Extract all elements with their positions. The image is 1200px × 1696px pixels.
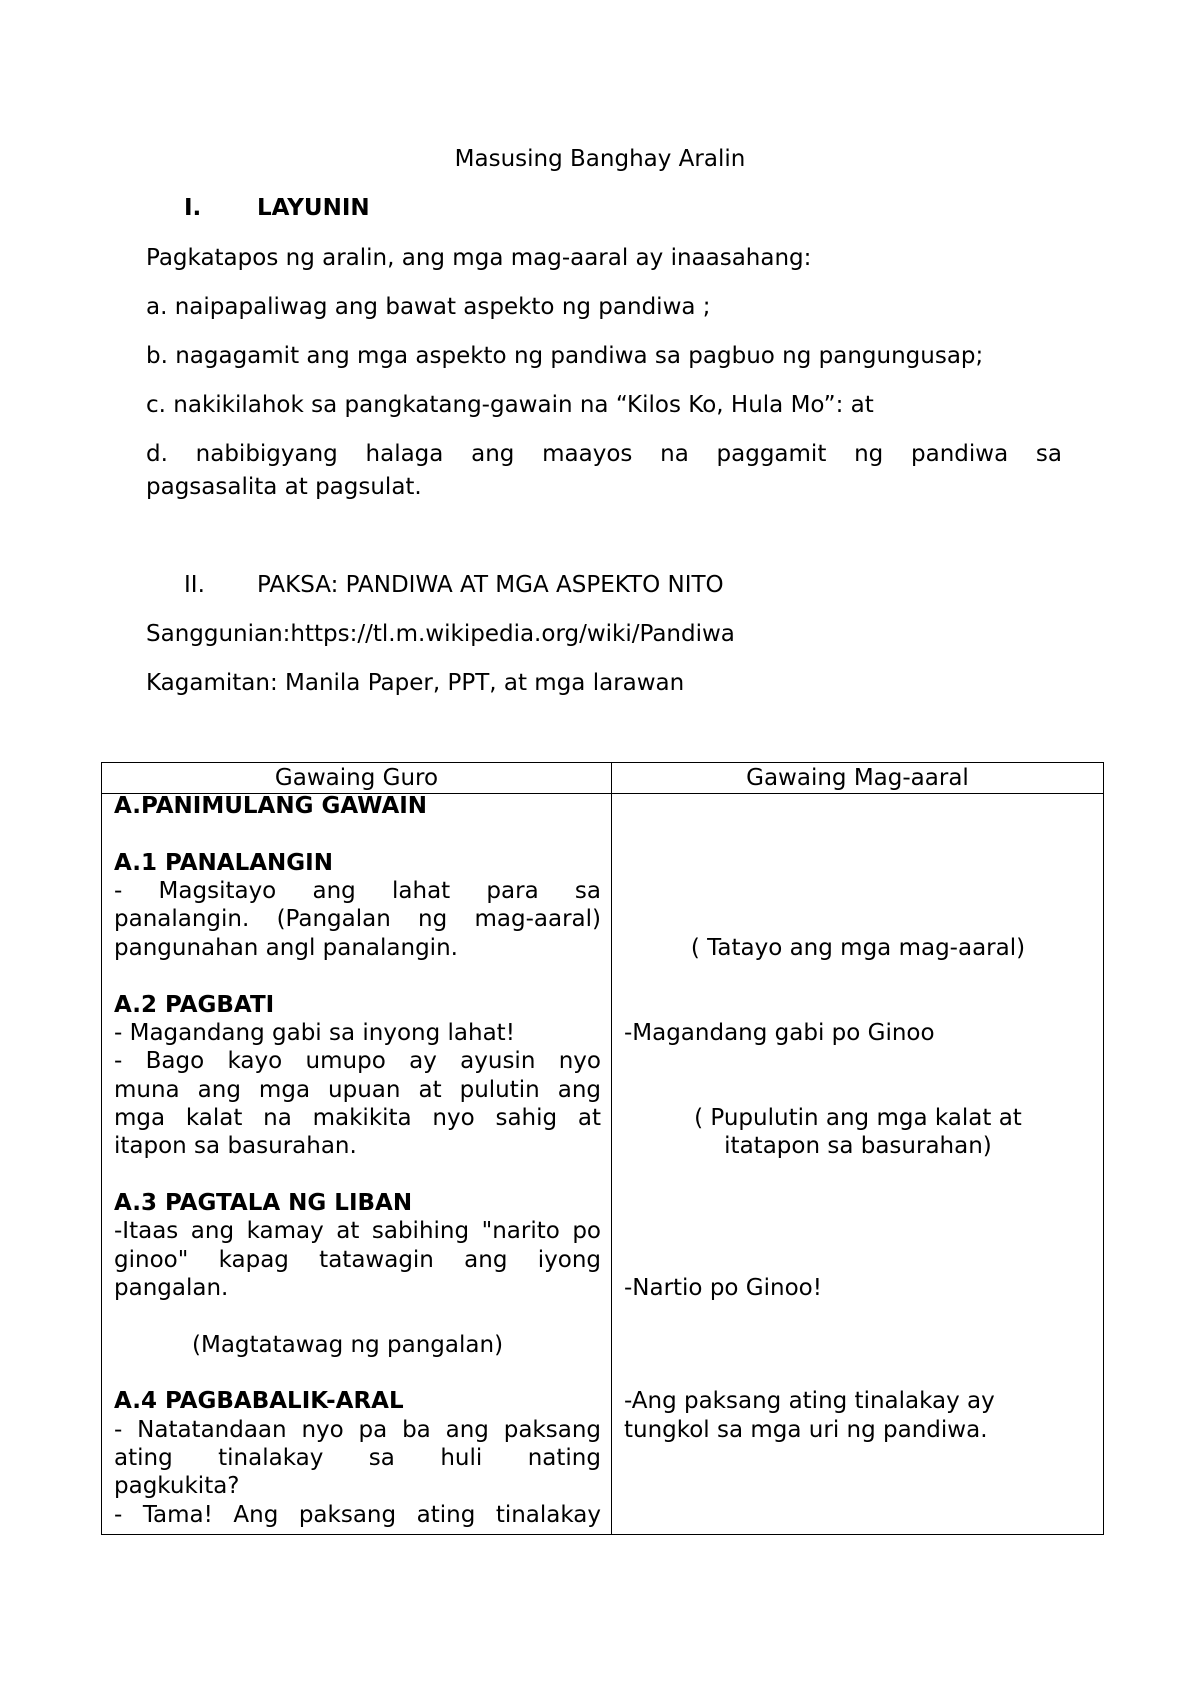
pagtala-heading: A.3 PAGTALA NG LIBAN xyxy=(114,1190,413,1216)
pagtala-line1: -Itaas ang kamay at sabihing "narito po xyxy=(114,1218,601,1244)
objective-b: b. nagagamit ang mga aspekto ng pandiwa sa pagbuo ng pangungusap; xyxy=(146,343,984,369)
sanggunian-text: Sanggunian:https://tl.m.wikipedia.org/wiki/Pandiwa xyxy=(146,621,735,647)
pagbabalik-aral-line2: ating tinalakay sa huli nating xyxy=(114,1445,601,1471)
panalangin-heading: A.1 PANALANGIN xyxy=(114,850,333,876)
pagbati-line4: mga kalat na makikita nyo sahig at xyxy=(114,1105,601,1131)
pagbati-heading: A.2 PAGBATI xyxy=(114,992,275,1018)
table-header-row xyxy=(102,763,1104,794)
objective-d-line1: d. nabibigyang halaga ang maayos na paggamit ng pandiwa sa xyxy=(146,441,1062,467)
column-header-mag-aaral: Gawaing Mag-aaral xyxy=(611,763,1103,794)
pagtala-line3: pangalan. xyxy=(114,1275,229,1301)
pagbabalik-aral-line4: - Tama! Ang paksang ating tinalakay xyxy=(114,1502,601,1528)
section1-heading: LAYUNIN xyxy=(257,195,370,221)
column-header-guro: Gawaing Guro xyxy=(102,763,612,794)
document-title: Masusing Banghay Aralin xyxy=(454,146,746,172)
objective-d-line2: pagsasalita at pagsulat. xyxy=(146,474,422,500)
mag-aaral-cell xyxy=(611,794,1103,1535)
table-row xyxy=(102,794,1104,1535)
panalangin-line3: pangunahan angl panalangin. xyxy=(114,935,458,961)
response-paksang-line2: tungkol sa mga uri ng pandiwa. xyxy=(623,1417,988,1443)
panalangin-line2: panalangin. (Pangalan ng mag-aaral) xyxy=(114,906,601,932)
section2-number: II. xyxy=(184,572,205,598)
response-pupulutin-line2: itatapon sa basurahan) xyxy=(724,1133,992,1159)
panimulang-gawain-heading: A.PANIMULANG GAWAIN xyxy=(114,793,428,819)
pagbabalik-aral-line1: - Natatandaan nyo pa ba ang paksang xyxy=(114,1417,601,1443)
pagbati-line2: - Bago kayo umupo ay ayusin nyo xyxy=(114,1048,601,1074)
pagbabalik-aral-line3: pagkukita? xyxy=(114,1473,240,1499)
pagbati-line1: - Magandang gabi sa inyong lahat! xyxy=(114,1020,515,1046)
objective-a: a. naipapaliwag ang bawat aspekto ng pandiwa ; xyxy=(146,294,711,320)
pagbati-line3: muna ang mga upuan at pulutin ang xyxy=(114,1077,601,1103)
lesson-activities-table xyxy=(101,762,1104,1535)
pagtala-note: (Magtatawag ng pangalan) xyxy=(192,1332,504,1358)
objective-c: c. nakikilahok sa pangkatang-gawain na “Kilos Ko, Hula Mo”: at xyxy=(146,392,874,418)
kagamitan-text: Kagamitan: Manila Paper, PPT, at mga larawan xyxy=(146,670,685,696)
pagtala-line2: ginoo" kapag tatawagin ang iyong xyxy=(114,1247,601,1273)
response-magandang-gabi: -Magandang gabi po Ginoo xyxy=(623,1020,935,1046)
response-paksang-line1: -Ang paksang ating tinalakay ay xyxy=(623,1388,995,1414)
response-nartio: -Nartio po Ginoo! xyxy=(623,1275,822,1301)
response-tatayo: ( Tatayo ang mga mag-aaral) xyxy=(690,935,1026,961)
objectives-intro: Pagkatapos ng aralin, ang mga mag-aaral ay inaasahang: xyxy=(146,245,812,271)
response-pupulutin-line1: ( Pupulutin ang mga kalat at xyxy=(694,1105,1022,1131)
section2-heading: PAKSA: PANDIWA AT MGA ASPEKTO NITO xyxy=(257,572,724,598)
pagbabalik-aral-heading: A.4 PAGBABALIK-ARAL xyxy=(114,1388,404,1414)
pagbati-line5: itapon sa basurahan. xyxy=(114,1133,357,1159)
guro-cell xyxy=(102,794,612,1535)
section1-number: I. xyxy=(184,195,202,221)
panalangin-line1: - Magsitayo ang lahat para sa xyxy=(114,878,601,904)
